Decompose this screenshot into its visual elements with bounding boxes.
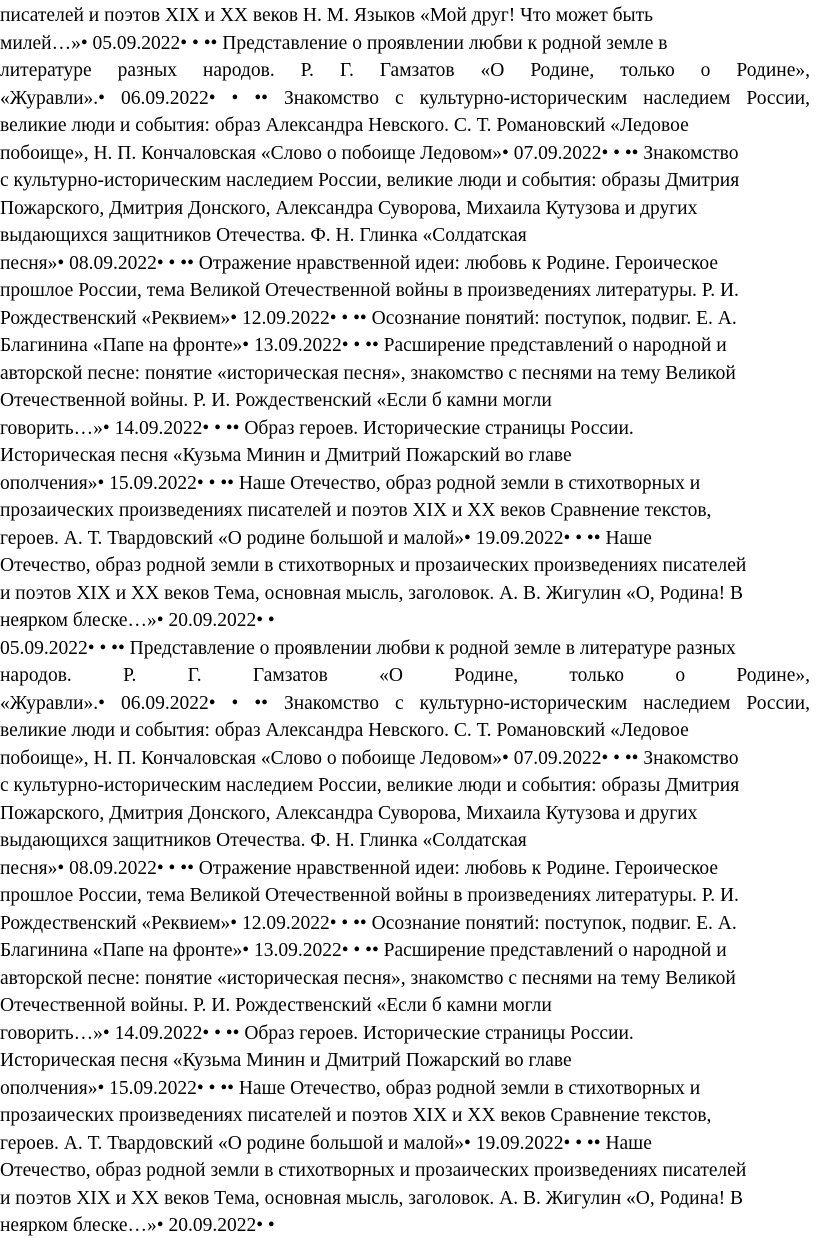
text-line: прошлое России, тема Великой Отечественной войны в произведениях литературы. Р. И. (0, 885, 739, 906)
text-line: Историческая песня «Кузьма Минин и Дмитрий Пожарский во главе (0, 445, 572, 466)
text-line: и поэтов XIX и XX веков Тема, основная мысль, заголовок. А. В. Жигулин «О, Родина! В (0, 1188, 743, 1209)
text-line: прозаических произведениях писателей и поэтов XIX и XX веков Сравнение текстов, (0, 500, 712, 521)
text-line: милей…»• 05.09.2022• • •• Представление о проявлении любви к родной земле в (0, 33, 668, 54)
text-line: песня»• 08.09.2022• • •• Отражение нравственной идеи: любовь к Родине. Героическое (0, 858, 718, 879)
text-line: авторской песне: понятие «историческая песня», знакомство с песнями на тему Великой (0, 363, 736, 384)
text-line: авторской песне: понятие «историческая песня», знакомство с песнями на тему Великой (0, 968, 736, 989)
text-line: побоище», Н. П. Кончаловская «Слово о побоище Ледовом»• 07.09.2022• • •• Знакомство (0, 143, 739, 164)
text-line: выдающихся защитников Отечества. Ф. Н. Глинка «Солдатская (0, 830, 527, 851)
text-line: Историческая песня «Кузьма Минин и Дмитрий Пожарский во главе (0, 1050, 572, 1071)
text-line: Пожарского, Дмитрия Донского, Александра Суворова, Михаила Кутузова и других (0, 803, 698, 824)
text-line: «Журавли».• 06.09.2022• • •• Знакомство с культурно-историческим наследием России, (0, 88, 810, 109)
text-line: прозаических произведениях писателей и поэтов XIX и XX веков Сравнение текстов, (0, 1105, 712, 1126)
text-line: побоище», Н. П. Кончаловская «Слово о побоище Ледовом»• 07.09.2022• • •• Знакомство (0, 748, 739, 769)
text-line: ополчения»• 15.09.2022• • •• Наше Отечество, образ родной земли в стихотворных и (0, 473, 701, 494)
text-line: Отечество, образ родной земли в стихотворных и прозаических произведениях писателей (0, 555, 747, 576)
text-line: ополчения»• 15.09.2022• • •• Наше Отечество, образ родной земли в стихотворных и (0, 1078, 701, 1099)
text-line: выдающихся защитников Отечества. Ф. Н. Глинка «Солдатская (0, 225, 527, 246)
text-line: великие люди и события: образ Александра Невского. С. Т. Романовский «Ледовое (0, 115, 689, 136)
text-line: народов. Р. Г. Гамзатов «О Родине, только о Родине», (0, 665, 810, 686)
text-line: Рождественский «Реквием»• 12.09.2022• • •• Осознание понятий: поступок, подвиг. Е. А. (0, 308, 737, 329)
text-line: с культурно-историческим наследием России, великие люди и события: образы Дмитрия (0, 775, 740, 796)
text-line: писателей и поэтов XIX и XX веков Н. М. Языков «Мой друг! Что может быть (0, 5, 654, 26)
text-line: неярком блеске…»• 20.09.2022• • (0, 1215, 275, 1236)
text-line: Благинина «Папе на фронте»• 13.09.2022• • •• Расширение представлений о народной и (0, 940, 727, 961)
text-line: литературе разных народов. Р. Г. Гамзатов «О Родине, только о Родине», (0, 60, 810, 81)
text-line: говорить…»• 14.09.2022• • •• Образ героев. Исторические страницы России. (0, 1023, 634, 1044)
text-line: героев. А. Т. Твардовский «О родине большой и малой»• 19.09.2022• • •• Наше (0, 1133, 652, 1154)
text-line: Отечественной войны. Р. И. Рождественский «Если б камни могли (0, 995, 552, 1016)
text-line: Отечество, образ родной земли в стихотворных и прозаических произведениях писателей (0, 1160, 747, 1181)
text-line: 05.09.2022• • •• Представление о проявлении любви к родной земле в литературе разных (0, 638, 736, 659)
text-line: Пожарского, Дмитрия Донского, Александра Суворова, Михаила Кутузова и других (0, 198, 698, 219)
text-line: героев. А. Т. Твардовский «О родине большой и малой»• 19.09.2022• • •• Наше (0, 528, 652, 549)
text-line: и поэтов XIX и XX веков Тема, основная мысль, заголовок. А. В. Жигулин «О, Родина! В (0, 583, 743, 604)
text-line: прошлое России, тема Великой Отечественной войны в произведениях литературы. Р. И. (0, 280, 739, 301)
text-line: песня»• 08.09.2022• • •• Отражение нравственной идеи: любовь к Родине. Героическое (0, 253, 718, 274)
text-line: великие люди и события: образ Александра Невского. С. Т. Романовский «Ледовое (0, 720, 689, 741)
text-line: Рождественский «Реквием»• 12.09.2022• • •• Осознание понятий: поступок, подвиг. Е. А. (0, 913, 737, 934)
text-line: с культурно-историческим наследием России, великие люди и события: образы Дмитрия (0, 170, 740, 191)
text-line: говорить…»• 14.09.2022• • •• Образ героев. Исторические страницы России. (0, 418, 634, 439)
text-line: Благинина «Папе на фронте»• 13.09.2022• • •• Расширение представлений о народной и (0, 335, 727, 356)
text-line: неярком блеске…»• 20.09.2022• • (0, 610, 275, 631)
text-line: «Журавли».• 06.09.2022• • •• Знакомство с культурно-историческим наследием России, (0, 693, 810, 714)
text-line: Отечественной войны. Р. И. Рождественский «Если б камни могли (0, 390, 552, 411)
